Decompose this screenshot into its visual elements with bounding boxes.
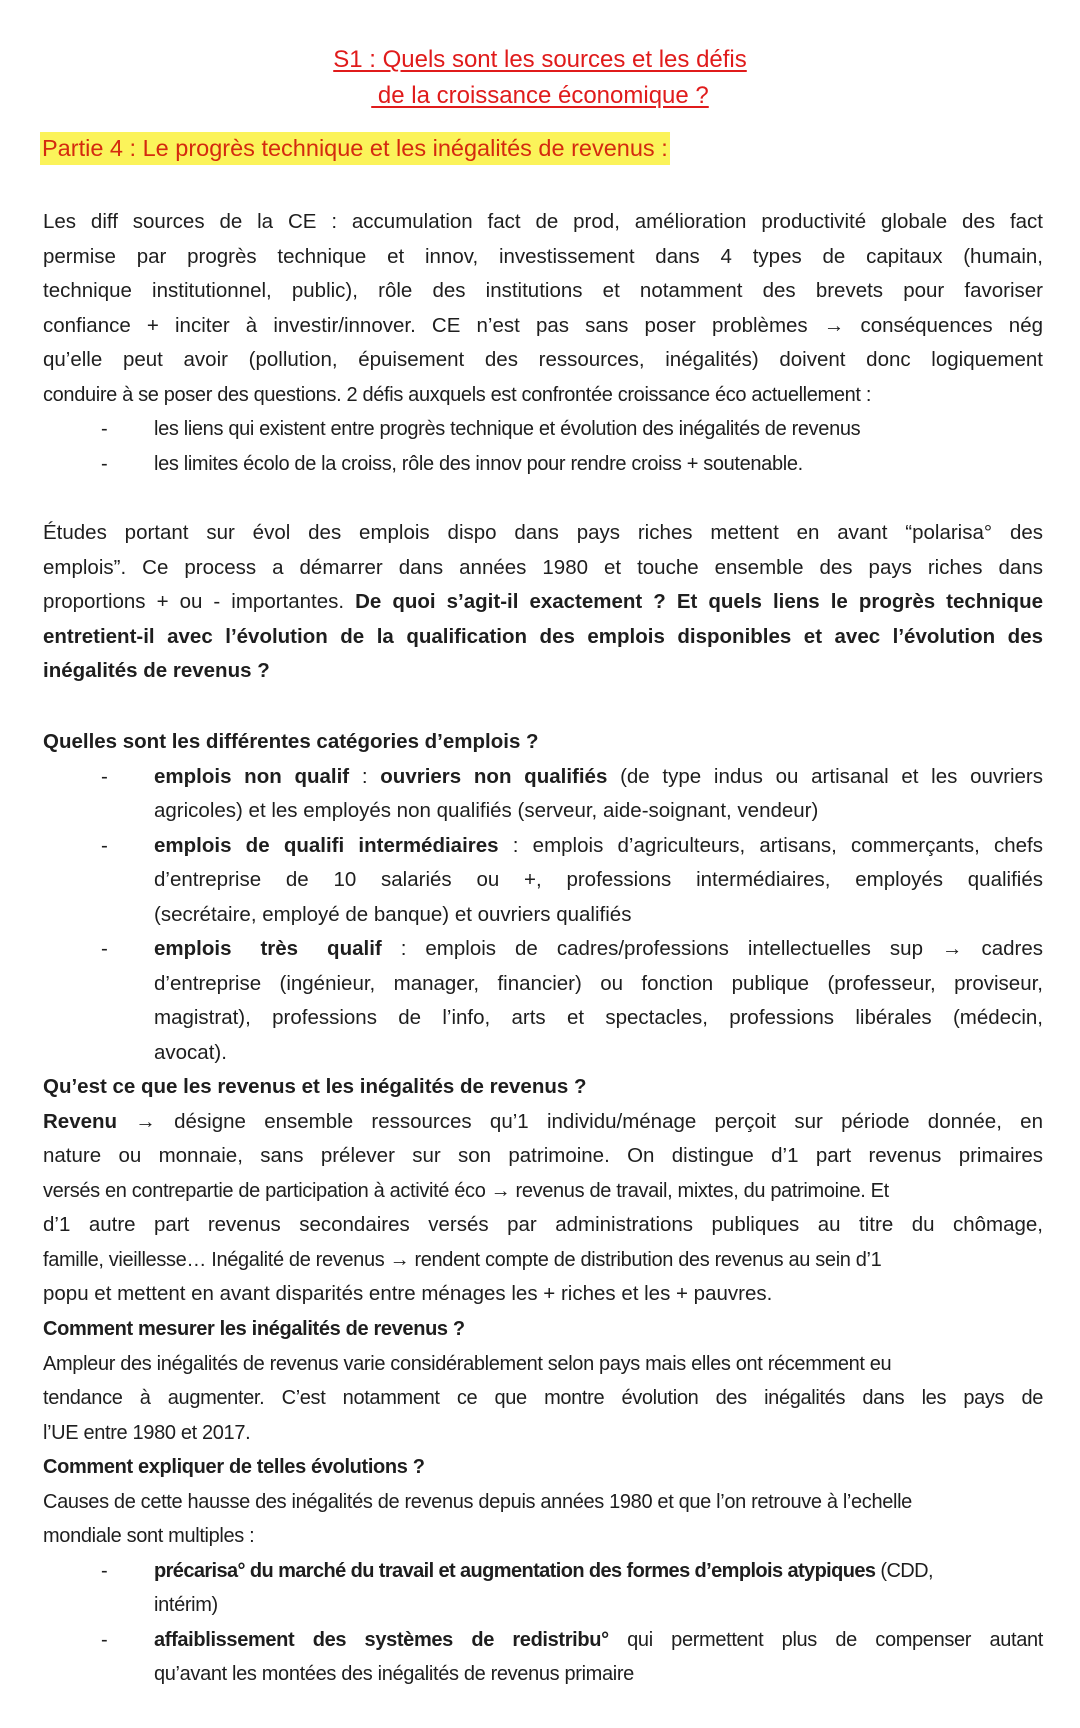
etudes-line: Études portant sur évol des emplois dispo dans pays riches mettent en avant “polarisa° des	[43, 521, 1043, 544]
mesurer-line: Ampleur des inégalités de revenus varie considérablement selon pays mais elles ont récemment eu	[43, 1352, 892, 1375]
category-item-tres-qualif	[43, 932, 1043, 1070]
cause-text: (CDD,	[875, 1559, 933, 1582]
cause-item-precarisation	[43, 1554, 1043, 1623]
expliquer-section	[43, 1450, 1043, 1692]
category-line	[154, 760, 1043, 795]
category-line: d’entreprise de 10 salariés ou +, professions intermédiaires, employés qualifiés	[154, 868, 1043, 891]
category-item-intermediaires	[43, 829, 1043, 933]
category-text: :	[349, 764, 381, 788]
intro-bullet	[43, 447, 1043, 482]
etudes-line: emplois”. Ce process a démarrer dans années 1980 et touche ensemble des pays riches dans	[43, 555, 1043, 579]
revenu-term: Revenu	[43, 1109, 118, 1133]
intro-line: technique institutionnel, public), rôle des institutions et notamment des brevets pour favoriser	[43, 279, 1043, 302]
section-heading-partie-4: Partie 4 : Le progrès technique et les inégalités de revenus :	[40, 132, 670, 165]
category-term: emplois très qualif	[154, 937, 382, 960]
category-line: agricoles) et les employés non qualifiés (serveur, aide-soignant, vendeur)	[154, 799, 819, 822]
intro-bullet	[43, 412, 1043, 447]
etudes-question-line: entretient-il avec l’évolution de la qualification des emplois disponibles et avec l’évolution des	[43, 624, 1043, 648]
cause-line: intérim)	[154, 1594, 218, 1616]
revenus-line: d’1 autre part revenus secondaires versés par administrations publiques au titre du chômage,	[43, 1213, 1043, 1236]
revenus-line: famille, vieillesse… Inégalité de revenus → rendent compte de distribution des revenus au sein d’1	[43, 1248, 882, 1271]
revenus-text: → désigne ensemble ressources qu’1 individu/ménage perçoit sur période donnée, en	[117, 1109, 1043, 1133]
cause-term: affaiblissement des systèmes de redistribu°	[154, 1628, 609, 1651]
dash-bullet: -	[101, 452, 108, 475]
revenus-heading: Qu’est ce que les revenus et les inégalités de revenus ?	[43, 1075, 587, 1098]
category-line	[154, 932, 1043, 967]
category-text: : emplois de cadres/professions intellectuelles sup → cadres	[381, 937, 1043, 960]
etudes-text: proportions + ou - importantes.	[43, 590, 356, 613]
mesurer-line: l’UE entre 1980 et 2017.	[43, 1421, 251, 1444]
intro-line: permise par progrès technique et innov, investissement dans 4 types de capitaux (humain,	[43, 244, 1043, 268]
category-item-non-qualif	[43, 760, 1043, 829]
category-text: : emplois d’agriculteurs, artisans, commerçants, chefs	[498, 833, 1043, 857]
mesurer-line: tendance à augmenter. C’est notamment ce que montre évolution des inégalités dans les pays de	[43, 1387, 1043, 1409]
intro-line: confiance + inciter à investir/innover. CE n’est pas sans poser problèmes → conséquences nég	[43, 313, 1043, 337]
category-term: ouvriers non qualifiés	[380, 764, 608, 788]
revenus-line: versés en contrepartie de participation à activité éco → revenus de travail, mixtes, du patrimoine. Et	[43, 1179, 889, 1202]
intro-paragraph	[43, 205, 1043, 481]
expliquer-line: mondiale sont multiples :	[43, 1525, 255, 1547]
title-line-1: S1 : Quels sont les sources et les défis	[333, 46, 747, 73]
cause-text: qui permettent plus de compenser autant	[608, 1628, 1043, 1651]
categories-heading: Quelles sont les différentes catégories d’emplois ?	[43, 730, 539, 753]
category-term: emplois non qualif	[154, 764, 350, 788]
cause-line: qu’avant les montées des inégalités de revenus primaire	[154, 1663, 634, 1685]
revenus-section	[43, 1070, 1043, 1312]
revenus-line: nature ou monnaie, sans prélever sur son patrimoine. On distingue d’1 part revenus primaires	[43, 1144, 1043, 1167]
dash-bullet: -	[101, 418, 108, 440]
cause-line	[154, 1623, 1043, 1658]
intro-bullet-text: les liens qui existent entre progrès technique et évolution des inégalités de revenus	[154, 418, 861, 440]
categories-section	[43, 725, 1043, 1070]
revenus-line: popu et mettent en avant disparités entre ménages les + riches et les + pauvres.	[43, 1282, 773, 1305]
etudes-line	[43, 585, 1043, 620]
mesurer-heading: Comment mesurer les inégalités de revenus ?	[43, 1318, 465, 1340]
intro-line: conduire à se poser des questions. 2 défis auxquels est confrontée croissance éco actuellement :	[43, 383, 872, 406]
category-text: (de type indus ou artisanal et les ouvriers	[607, 764, 1043, 788]
category-line	[154, 829, 1043, 864]
category-line: avocat).	[154, 1040, 227, 1064]
cause-term: précarisa° du marché du travail et augmentation des formes d’emplois atypiques	[154, 1559, 876, 1582]
category-line: d’entreprise (ingénieur, manager, financier) ou fonction publique (professeur, proviseur,	[154, 971, 1043, 995]
category-line: (secrétaire, employé de banque) et ouvriers qualifiés	[154, 902, 632, 926]
intro-line: qu’elle peut avoir (pollution, épuisement des ressources, inégalités) doivent donc logiquement	[43, 348, 1043, 371]
dash-bullet: -	[101, 1559, 108, 1582]
etudes-question: De quoi s’agit-il exactement ? Et quels liens le progrès technique	[355, 590, 1043, 613]
intro-line: Les diff sources de la CE : accumulation fact de prod, amélioration productivité globale des fact	[43, 210, 1043, 233]
category-term: emplois de qualifi intermédiaires	[154, 833, 499, 857]
intro-bullet-text: les limites écolo de la croiss, rôle des innov pour rendre croiss + soutenable.	[154, 452, 803, 475]
dash-bullet: -	[101, 937, 108, 960]
etudes-question-line: inégalités de revenus ?	[43, 659, 270, 682]
cause-item-redistribution	[43, 1623, 1043, 1692]
title-line-2: de la croissance économique ?	[371, 82, 709, 109]
dash-bullet: -	[101, 833, 108, 857]
revenus-line	[43, 1105, 1043, 1140]
expliquer-heading: Comment expliquer de telles évolutions ?	[43, 1456, 425, 1478]
category-line: magistrat), professions de l’info, arts et spectacles, professions libérales (médecin,	[154, 1006, 1043, 1029]
expliquer-line: Causes de cette hausse des inégalités de revenus depuis années 1980 et que l’on retrouve à l’echelle	[43, 1490, 912, 1513]
etudes-paragraph	[43, 516, 1043, 689]
mesurer-section	[43, 1312, 1043, 1450]
dash-bullet: -	[101, 764, 108, 788]
cause-line	[154, 1554, 1043, 1589]
dash-bullet: -	[101, 1628, 108, 1651]
